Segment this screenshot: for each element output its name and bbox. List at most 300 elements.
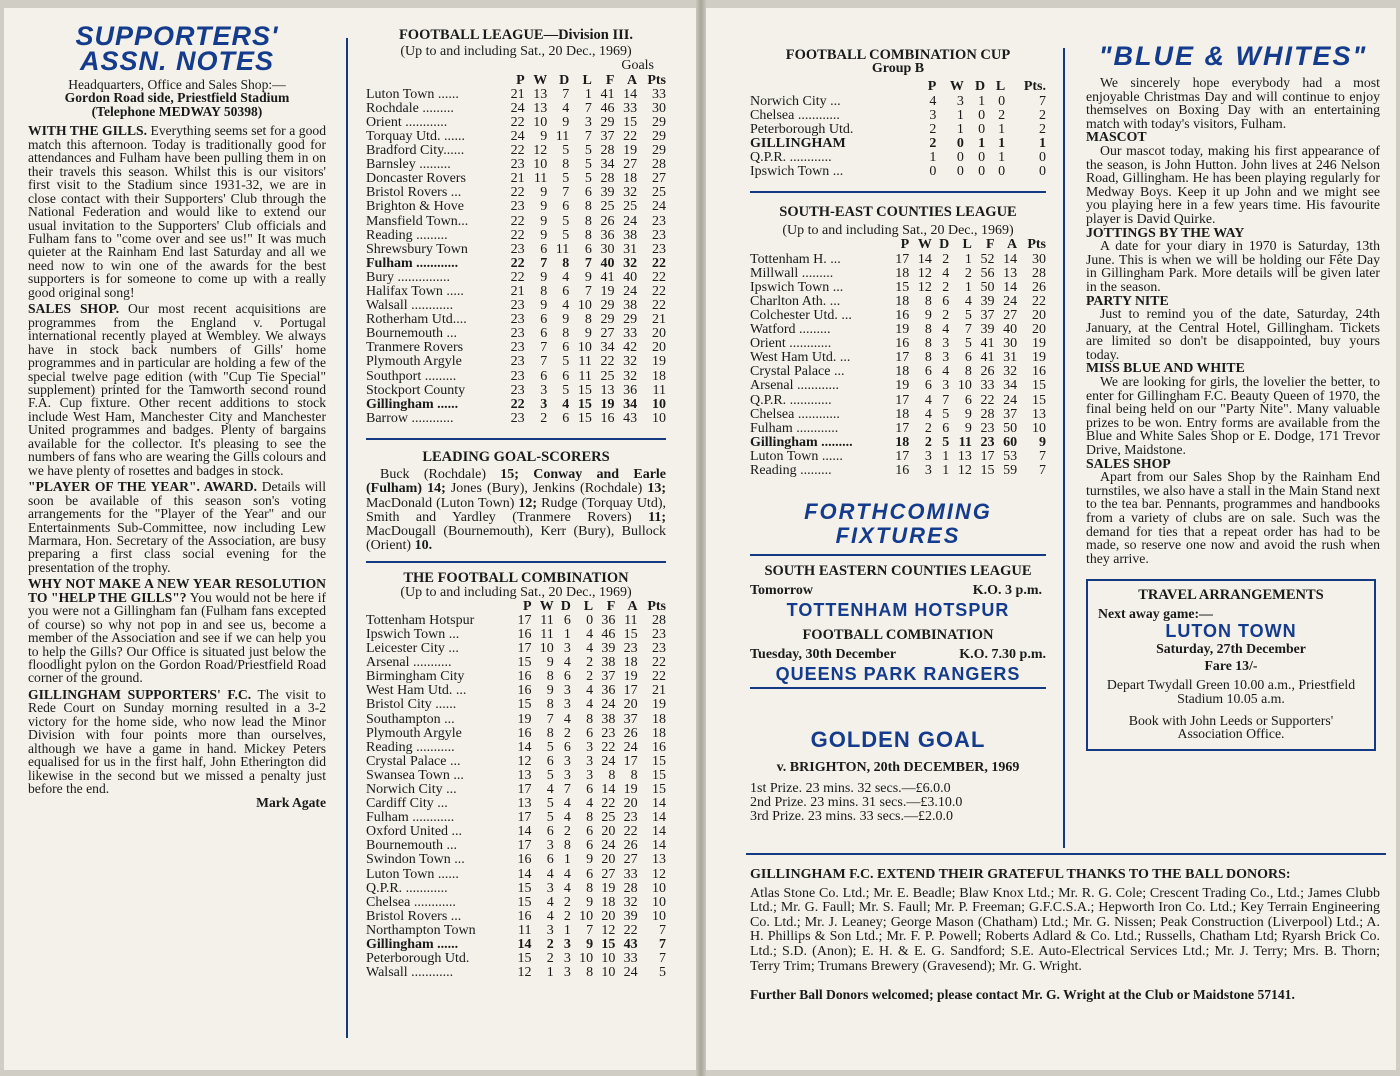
stat-cell: 7	[546, 711, 554, 727]
stat-cell: 17	[517, 838, 532, 854]
table-row	[366, 839, 666, 853]
stat-cell: 13	[533, 100, 548, 116]
stat-cell: 11	[555, 128, 570, 144]
stat-cell: 19	[600, 396, 615, 412]
stat-cell: 17	[895, 420, 910, 436]
stat-cell: 39	[600, 185, 615, 201]
column-header: D	[975, 79, 986, 95]
stat-cell: 16	[517, 669, 532, 685]
stat-cell: 14	[623, 86, 638, 102]
stat-cell: 22	[601, 739, 616, 755]
stat-cell: 10	[652, 894, 666, 910]
table-row	[366, 783, 666, 797]
stat-cell: 23	[510, 298, 525, 314]
stat-cell: 7	[584, 255, 592, 271]
team-name: Gillingham ......	[366, 937, 459, 953]
stat-cell: 6	[562, 199, 570, 215]
stat-cell: 20	[601, 824, 616, 840]
table-row	[366, 341, 666, 355]
stat-cell: 26	[980, 364, 995, 380]
stat-cell: 9	[964, 420, 972, 436]
donors-footer: Further Ball Donors welcomed; please contact Mr. G. Wright at the Club or Maidstone 57141.	[750, 987, 1295, 1003]
stat-cell: 15	[1032, 392, 1046, 408]
team-name: Torquay Utd. ......	[366, 128, 465, 144]
stat-cell: 13	[533, 86, 548, 102]
stat-cell: 16	[895, 462, 910, 478]
table-row	[366, 769, 666, 783]
fixture2-kickoff: K.O. 7.30 p.m.	[959, 646, 1046, 662]
stat-cell: 8	[608, 767, 616, 783]
stat-cell: 15	[517, 697, 532, 713]
stat-cell: 15	[517, 655, 532, 671]
stat-cell: 4	[546, 908, 554, 924]
stat-cell: 0	[1039, 163, 1046, 179]
stat-cell: 22	[510, 227, 525, 243]
fixture2-opponent: QUEENS PARK RANGERS	[775, 664, 1021, 685]
stat-cell: 41	[980, 350, 995, 366]
stat-cell: 14	[1003, 279, 1018, 295]
stat-cell: 5	[584, 157, 592, 173]
stat-cell: 10	[577, 298, 592, 314]
stat-cell: 1	[956, 121, 964, 137]
secl-subtitle: (Up to and including Sat., 20 Dec., 1969)	[782, 223, 1014, 239]
stat-cell: 14	[517, 824, 532, 840]
stat-cell: 9	[546, 683, 554, 699]
team-name: Cardiff City ...	[366, 796, 448, 812]
stat-cell: 9	[540, 199, 548, 215]
table-row	[366, 698, 666, 712]
stat-cell: 15	[577, 382, 592, 398]
stat-cell: 37	[600, 128, 615, 144]
text-player-of-year: Details will soon be available of this season son's voting arrangements for the "Player of the Year" and our Entertainments Sub-Committee, now including Lew Marmara, Hon. Secretary of the Association, are busy preparing a first class social evening for the presentation of the trophy.	[28, 479, 326, 575]
stat-cell: 8	[924, 336, 932, 352]
stat-cell: 24	[623, 284, 638, 300]
stat-cell: 11	[958, 434, 972, 450]
heading-supporters-fc: GILLINGHAM SUPPORTERS' F.C.	[28, 686, 252, 702]
table-row	[366, 924, 666, 938]
stat-cell: 12	[601, 922, 616, 938]
stat-cell: 3	[546, 880, 554, 896]
stat-cell: 23	[510, 382, 525, 398]
stat-cell: 22	[652, 298, 666, 314]
table-row	[366, 144, 666, 158]
stat-cell: 22	[601, 796, 616, 812]
stat-cell: 7	[584, 128, 592, 144]
stat-cell: 6	[540, 241, 548, 257]
stat-cell: 39	[601, 641, 616, 657]
stat-cell: 6	[586, 838, 594, 854]
stat-cell: 13	[1003, 265, 1018, 281]
team-name: Rotherham Utd....	[366, 312, 467, 328]
stat-cell: 46	[600, 100, 615, 116]
stat-cell: 16	[895, 307, 910, 323]
stat-cell: 23	[510, 241, 525, 257]
stat-cell: 9	[964, 406, 972, 422]
stat-cell: 8	[586, 711, 594, 727]
stat-cell: 0	[956, 135, 964, 151]
stat-cell: 13	[517, 796, 532, 812]
stat-cell: 26	[623, 838, 638, 854]
table-header	[366, 74, 666, 88]
stat-cell: 1	[546, 965, 554, 981]
stat-cell: 4	[942, 364, 950, 380]
stat-cell: 15	[577, 396, 592, 412]
stat-cell: 18	[895, 364, 910, 380]
stat-cell: 18	[895, 406, 910, 422]
stat-cell: 7	[540, 255, 548, 271]
table-row	[366, 412, 666, 426]
stat-cell: 24	[510, 100, 525, 116]
stat-cell: 22	[652, 669, 666, 685]
stat-cell: 5	[562, 382, 570, 398]
team-name: Southampton ...	[366, 711, 455, 727]
stat-cell: 15	[601, 937, 616, 953]
stat-cell: 19	[652, 354, 666, 370]
combination-subtitle: (Up to and including Sat., 20 Dec., 1969)	[400, 584, 632, 600]
stat-cell: 30	[600, 241, 615, 257]
stat-cell: 2	[1039, 121, 1046, 137]
stat-cell: 18	[895, 265, 910, 281]
team-name: Northampton Town	[366, 922, 476, 938]
stat-cell: 5	[964, 336, 972, 352]
stat-cell: 23	[652, 626, 666, 642]
stat-cell: 17	[895, 392, 910, 408]
stat-cell: 4	[586, 626, 594, 642]
stat-cell: 12	[652, 866, 666, 882]
column-header: F	[606, 598, 616, 614]
team-name: Reading .........	[750, 462, 832, 478]
supporters-title-line2: ASSN. NOTES	[79, 46, 275, 76]
binding-gutter	[696, 0, 706, 1076]
stat-cell: 9	[586, 937, 594, 953]
column-header: Pts	[1027, 237, 1046, 253]
stat-cell: 8	[584, 199, 592, 215]
stat-cell: 6	[924, 378, 932, 394]
stat-cell: 1	[978, 135, 986, 151]
stat-cell: 33	[623, 326, 638, 342]
table-row	[366, 670, 666, 684]
table-row	[366, 741, 666, 755]
stat-cell: 6	[562, 284, 570, 300]
header-team	[366, 74, 502, 88]
stat-cell: 18	[652, 368, 666, 384]
team-name: Bournemouth ...	[366, 326, 457, 342]
table-row	[750, 351, 1046, 365]
stat-cell: 6	[964, 350, 972, 366]
stat-cell: 23	[510, 340, 525, 356]
stat-cell: 7	[659, 922, 666, 938]
supporters-hq: Headquarters, Office and Sales Shop:—	[68, 77, 286, 92]
stat-cell: 33	[652, 86, 666, 102]
stat-cell: 22	[510, 213, 525, 229]
fixtures-column	[750, 48, 1046, 824]
stat-cell: 3	[942, 336, 950, 352]
stat-cell: 8	[630, 767, 638, 783]
stat-cell: 18	[623, 171, 638, 187]
stat-cell: 7	[586, 922, 594, 938]
stat-cell: 6	[562, 410, 570, 426]
stat-cell: 5	[562, 213, 570, 229]
stat-cell: 9	[562, 312, 570, 328]
stat-cell: 4	[964, 293, 972, 309]
stat-cell: 5	[562, 143, 570, 159]
table-row	[750, 123, 1046, 137]
table-row	[750, 309, 1046, 323]
signature: Mark Agate	[256, 794, 326, 810]
team-name: Orient ............	[750, 336, 832, 352]
stat-cell: 33	[623, 866, 638, 882]
column-header: A	[627, 598, 638, 614]
column-header: Pts	[647, 72, 666, 88]
stat-cell: 33	[980, 378, 995, 394]
table-row	[366, 313, 666, 327]
stat-cell: 8	[586, 965, 594, 981]
stat-cell: 9	[586, 852, 594, 868]
stat-cell: 3	[563, 951, 571, 967]
stat-cell: 11	[652, 382, 666, 398]
stat-cell: 17	[895, 350, 910, 366]
stat-cell: 22	[510, 114, 525, 130]
stat-cell: 0	[956, 149, 964, 165]
stat-cell: 0	[929, 163, 937, 179]
team-name: Gillingham .........	[750, 434, 853, 450]
team-name: Crystal Palace ...	[366, 753, 461, 769]
stat-cell: 23	[980, 420, 995, 436]
stat-cell: 23	[623, 641, 638, 657]
combination-title: THE FOOTBALL COMBINATION	[403, 570, 629, 587]
fixture2-league: FOOTBALL COMBINATION	[802, 626, 994, 643]
stat-cell: 42	[623, 340, 638, 356]
stat-cell: 5	[546, 810, 554, 826]
stat-cell: 8	[540, 284, 548, 300]
stat-cell: 14	[652, 810, 666, 826]
text-party-nite: Just to remind you of the date, Saturday, 24th January, at the Central Hotel, Gillingham. Tickets are limited so don't be disappointed, buy yours today.	[1086, 306, 1380, 362]
stat-cell: 39	[623, 908, 638, 924]
stat-cell: 14	[601, 782, 616, 797]
stat-cell: 14	[917, 251, 932, 267]
stat-cell: 38	[623, 298, 638, 314]
stat-cell: 29	[652, 143, 666, 159]
travel-box	[1086, 579, 1376, 750]
stat-cell: 11	[624, 612, 638, 628]
prize-3: 3rd Prize. 23 mins. 33 secs.—£2.0.0	[750, 809, 953, 825]
table-row	[366, 257, 666, 271]
team-name: Bristol City ......	[366, 697, 457, 713]
stat-cell: 15	[652, 782, 666, 797]
stat-cell: 23	[510, 326, 525, 342]
stat-cell: 3	[563, 965, 571, 981]
table-row	[366, 938, 666, 952]
table-row	[366, 656, 666, 670]
scorer-text: Rudge (Torquay Utd), Smith and Yardley (Tranmere Rovers)	[366, 495, 666, 525]
secl-table	[750, 238, 1046, 478]
column-header: F	[605, 72, 615, 88]
stat-cell: 7	[1039, 93, 1046, 109]
heading-player-of-year: "PLAYER OF THE YEAR". AWARD.	[28, 479, 258, 495]
stat-cell: 6	[586, 824, 594, 840]
stat-cell: 29	[652, 114, 666, 130]
stat-cell: 2	[546, 937, 554, 953]
team-name: Bournemouth ...	[366, 838, 457, 854]
stat-cell: 1	[942, 462, 950, 478]
stat-cell: 19	[623, 143, 638, 159]
table-row	[750, 422, 1046, 436]
table-row	[366, 158, 666, 172]
table-row	[366, 116, 666, 130]
table-row	[366, 370, 666, 384]
table-row	[366, 398, 666, 412]
stat-cell: 37	[980, 307, 995, 323]
stat-cell: 22	[510, 185, 525, 201]
stat-cell: 22	[623, 922, 638, 938]
stat-cell: 10	[652, 410, 666, 426]
stat-cell: 28	[980, 406, 995, 422]
table-row	[750, 450, 1046, 464]
team-name: Brighton & Hove	[366, 199, 464, 215]
stat-cell: 22	[652, 284, 666, 300]
stat-cell: 3	[586, 767, 594, 783]
stat-cell: 22	[980, 392, 995, 408]
stat-cell: 8	[563, 838, 571, 854]
text-miss-blue-white: We are looking for girls, the lovelier the better, to enter for Gillingham F.C. Beauty Queen of 1970, the final being held on our "Party Nite". Many valuable prizes to be won. Entry forms are available from the Blue and White Sales Shop or E. Dodge, 171 Trevor Drive, Maidstone.	[1086, 374, 1380, 458]
stat-cell: 23	[652, 241, 666, 257]
table-row	[366, 684, 666, 698]
team-name: Charlton Ath. ...	[750, 293, 841, 309]
stat-cell: 27	[1003, 307, 1018, 323]
stat-cell: 20	[652, 340, 666, 356]
column-divider	[346, 38, 348, 1038]
stat-cell: 11	[533, 171, 548, 187]
stat-cell: 8	[546, 697, 554, 713]
stat-cell: 0	[978, 107, 986, 123]
stat-cell: 19	[623, 782, 638, 797]
team-name: Luton Town ......	[366, 866, 459, 882]
team-name: Southport .........	[366, 368, 457, 384]
stat-cell: 2	[924, 434, 932, 450]
stat-cell: 10	[533, 114, 548, 130]
table-header	[366, 600, 666, 614]
div3-table	[366, 74, 666, 426]
stat-cell: 4	[924, 406, 932, 422]
table-row	[366, 102, 666, 116]
stat-cell: 21	[652, 312, 666, 328]
text-with-the-gills: Everything seems set for a good match this afternoon. Today is traditionally good for attendances and Fulham have been pulling them in on their travels this season. Whilst this is our visitors' first visit to the Stadium since 1931-32, we are in close contact with their Supporters' Club through the National Federation and would like to extend our usual invitation to the Supporters' Club officials and Fulham fans to "come over and see us!" It was much quieter at the Rainham End last Saturday and all we need now to win one of the awards for the best supporters is for someone to come up with a really good original song!	[28, 123, 326, 300]
stat-cell: 50	[980, 279, 995, 295]
stat-cell: 17	[517, 641, 532, 657]
team-name: Oxford United ...	[366, 824, 463, 840]
table-header	[750, 80, 1046, 94]
stat-cell: 15	[623, 626, 638, 642]
stat-cell: 25	[600, 199, 615, 215]
stat-cell: 10	[601, 951, 616, 967]
stat-cell: 4	[942, 265, 950, 281]
stat-cell: 36	[623, 382, 638, 398]
stat-cell: 32	[623, 368, 638, 384]
stat-cell: 34	[623, 396, 638, 412]
stat-cell: 7	[584, 284, 592, 300]
header-team	[750, 238, 887, 252]
stat-cell: 32	[623, 354, 638, 370]
stat-cell: 1	[1039, 135, 1046, 151]
stat-cell: 14	[517, 937, 532, 953]
stat-cell: 2	[586, 655, 594, 671]
stat-cell: 4	[562, 396, 570, 412]
stat-cell: 17	[895, 448, 910, 464]
stat-cell: 38	[601, 711, 616, 727]
div3-title: FOOTBALL LEAGUE—Division III.	[398, 27, 634, 43]
scorer-text: MacDonald (Luton Town)	[366, 495, 519, 511]
column-header: W	[917, 237, 932, 253]
stat-cell: 8	[964, 364, 972, 380]
stat-cell: 15	[652, 753, 666, 769]
stat-cell: 28	[600, 171, 615, 187]
stat-cell: 20	[623, 697, 638, 713]
stat-cell: 4	[563, 796, 571, 812]
stat-cell: 7	[659, 937, 666, 953]
team-name: Tottenham Hotspur	[366, 612, 475, 628]
stat-cell: 16	[517, 626, 532, 642]
stat-cell: 18	[895, 293, 910, 309]
stat-cell: 9	[584, 269, 592, 285]
stat-cell: 16	[517, 683, 532, 699]
stat-cell: 2	[929, 121, 937, 137]
stat-cell: 0	[956, 163, 964, 179]
table-row	[366, 797, 666, 811]
stat-cell: 11	[578, 368, 592, 384]
stat-cell: 16	[1032, 364, 1046, 380]
stat-cell: 16	[895, 336, 910, 352]
table-row	[366, 299, 666, 313]
stat-cell: 5	[942, 406, 950, 422]
heading-party-nite: PARTY NITE	[1086, 292, 1169, 308]
stat-cell: 3	[563, 767, 571, 783]
heading-with-the-gills: WITH THE GILLS.	[28, 123, 148, 139]
stat-cell: 24	[623, 965, 638, 981]
stat-cell: 19	[623, 669, 638, 685]
stat-cell: 4	[562, 100, 570, 116]
stat-cell: 4	[563, 866, 571, 882]
team-name: Chelsea ............	[366, 894, 456, 910]
travel-book: Book with John Leeds or Supporters' Association Office.	[1128, 712, 1334, 742]
column-header: A	[1006, 237, 1018, 253]
stat-cell: 37	[623, 711, 638, 727]
stat-cell: 19	[895, 322, 910, 338]
div3-subtitle: (Up to and including Sat., 20 Dec., 1969)	[400, 44, 632, 60]
stat-cell: 24	[601, 838, 616, 854]
blue-whites-column	[1086, 42, 1380, 751]
column-header: Pts.	[1023, 79, 1046, 95]
table-row	[366, 853, 666, 867]
stat-cell: 4	[563, 880, 571, 896]
team-name: Orient ............	[366, 114, 448, 130]
stat-cell: 29	[623, 312, 638, 328]
table-row	[366, 882, 666, 896]
stat-cell: 5	[584, 171, 592, 187]
stat-cell: 25	[601, 810, 616, 826]
stat-cell: 29	[652, 128, 666, 144]
golden-goal-match: v. BRIGHTON, 20th DECEMBER, 1969	[776, 760, 1020, 776]
team-name: Shrewsbury Town	[366, 241, 468, 257]
stat-cell: 3	[942, 378, 950, 394]
stat-cell: 5	[562, 354, 570, 370]
stat-cell: 3	[586, 739, 594, 755]
stat-cell: 22	[510, 269, 525, 285]
stat-cell: 18	[623, 655, 638, 671]
team-name: West Ham Utd. ...	[366, 683, 467, 699]
table-row	[366, 200, 666, 214]
team-name: Millwall .........	[750, 265, 834, 281]
table-row	[750, 408, 1046, 422]
